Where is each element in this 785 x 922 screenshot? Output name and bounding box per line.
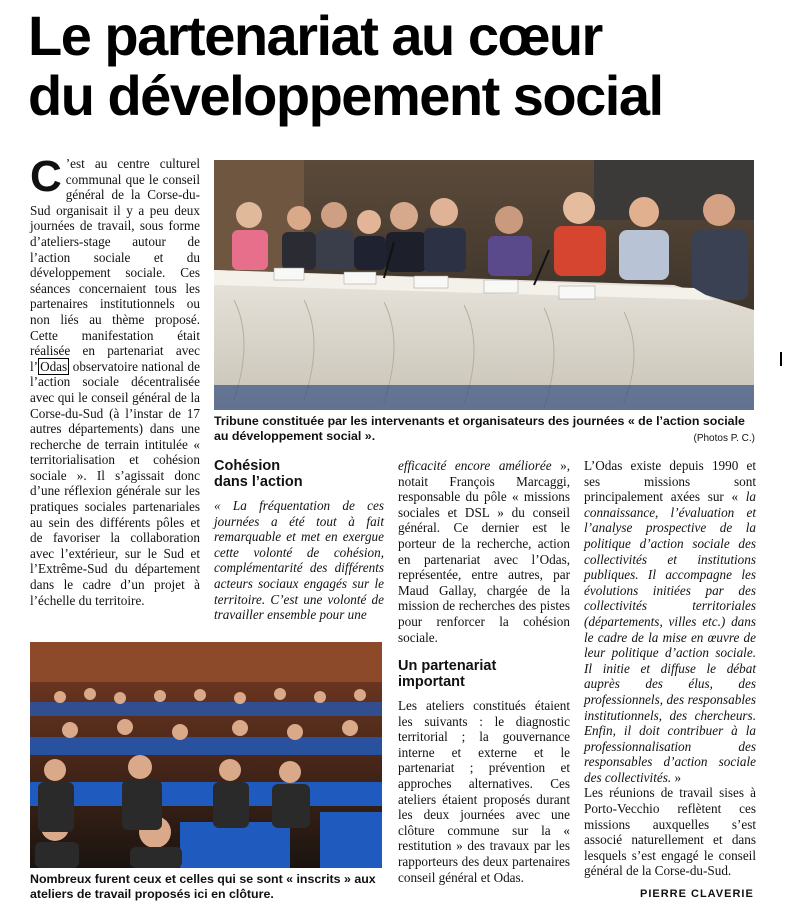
cohesion-subhead-line-2: dans l’action	[214, 474, 303, 490]
marcaggi-paragraph	[398, 458, 570, 645]
quote-end: efficacité encore améliorée	[398, 458, 552, 473]
headline	[28, 6, 778, 126]
odas-quote-close: »	[671, 769, 682, 785]
partenariat-subhead-line-1: Un partenariat	[398, 658, 497, 674]
intro-text-1: ’est au centre culturel communal que le conseil général de la Corse-du-Sud organisait il y a peu deux journées de travail, sous forme d’ateliers-stage autour de l’action sociale et du développement sociale. Ces séances concernaient tous les partenaires institutionnels ou non liés au thème proposé. Cette manifestation était réalisée en partenariat avec l’	[30, 156, 200, 374]
odas-quote: la connaissance, l’évaluation et l’analyse prospective de la politique d’action sociale des collectivités et institutions publiques. Il accompagne les évolutions initiées par des collectivités territoriales (départements, villes etc.) dans le cadre de la mise en œuvre de leur politique d’action sociale. Il initie et diffuse le débat auprès des élus, des professionnels, des responsables institutionnels, des chercheurs. Enfin, il doit contribuer à la professionnalisation des responsables d’action sociale des collectivités.	[584, 489, 756, 785]
intro-column	[30, 152, 200, 608]
cohesion-column	[214, 458, 384, 623]
intro-paragraph	[30, 152, 200, 608]
audience-photo	[30, 642, 382, 868]
cohesion-subhead	[214, 458, 384, 490]
porto-vecchio-paragraph: Les réunions de travail sises à Porto-Vecchio reflètent ces missions auxquelles s’est associé naturellement et dans lesquels s’est engagé le conseil général de la Corse-du-Sud.	[584, 785, 756, 879]
odas-paragraph	[584, 458, 756, 785]
margin-mark	[780, 352, 782, 366]
col3-top	[398, 458, 570, 645]
cohesion-quote: « La fréquentation de ces journées a été tout à fait remarquable et met en exergue cette volonté de cohésion, complémentarité des différents acteurs sociaux engagés sur le territoire. C’est une volonté de travailler ensemble pour une	[214, 498, 384, 623]
odas-boxed-word: Odas	[40, 358, 68, 374]
audience-photo-caption: Nombreux furent ceux et celles qui se sont « inscrits » aux ateliers de travail proposés ici en clôture.	[30, 872, 376, 901]
partenariat-subhead-line-2: important	[398, 674, 465, 690]
cohesion-subhead-line-1: Cohésion	[214, 458, 281, 474]
partenariat-subhead	[398, 658, 570, 690]
intro-text-2: observatoire national de l’action sociale décentralisée avec qui le conseil général de la Corse-du-Sud (à l’instar de 17 autres départements) dans une recherche de terrain intitulée « territorialisation et cohésion sociale ». Il s’agissait donc d’une réflexion générale sur les pratiques sociales partenariales au sein des différents pôles et de favoriser la collaboration avec l’extérieur, sur le Sud et l’Extrême-Sud du département dans le cadre d’un projet à l’échelle du territoire.	[30, 358, 200, 608]
headline-line-1: Le partenariat au cœur	[28, 4, 602, 67]
drop-cap: C	[30, 152, 62, 201]
photo-credit: (Photos P. C.)	[693, 433, 755, 444]
ateliers-paragraph: Les ateliers constitués étaient les suivants : le diagnostic territorial ; la gouvernance interne et externe et le partenariat ; prévention et approches alternatives. Ces ateliers étaient proposés durant les deux journées avec une clôture commune sur la « restitution » des travaux par les rapporteurs des deux partenaires conseil général et Odas.	[398, 698, 570, 885]
odas-intro: L’Odas existe depuis 1990 et ses missions sont principalement axées sur «	[584, 458, 756, 505]
tribune-photo-caption: Tribune constituée par les intervenants et organisateurs des journées « de l’action sociale au développement social ».	[214, 414, 745, 443]
partenariat-column	[398, 658, 570, 885]
headline-line-2: du développement social	[28, 64, 663, 127]
byline: PIERRE CLAVERIE	[640, 888, 754, 900]
marcaggi-text: », notait François Marcaggi, responsable du pôle « missions sociales et DSL » du conseil général. Ce dernier est le porteur de la recherche, action en partenariat avec l’Odas, représentée, entre autres, par Maud Gallay, chargée de la mission de recherches des pistes pour renforcer la cohésion sociale.	[398, 458, 571, 645]
tribune-photo	[214, 160, 754, 410]
odas-column	[584, 458, 756, 879]
